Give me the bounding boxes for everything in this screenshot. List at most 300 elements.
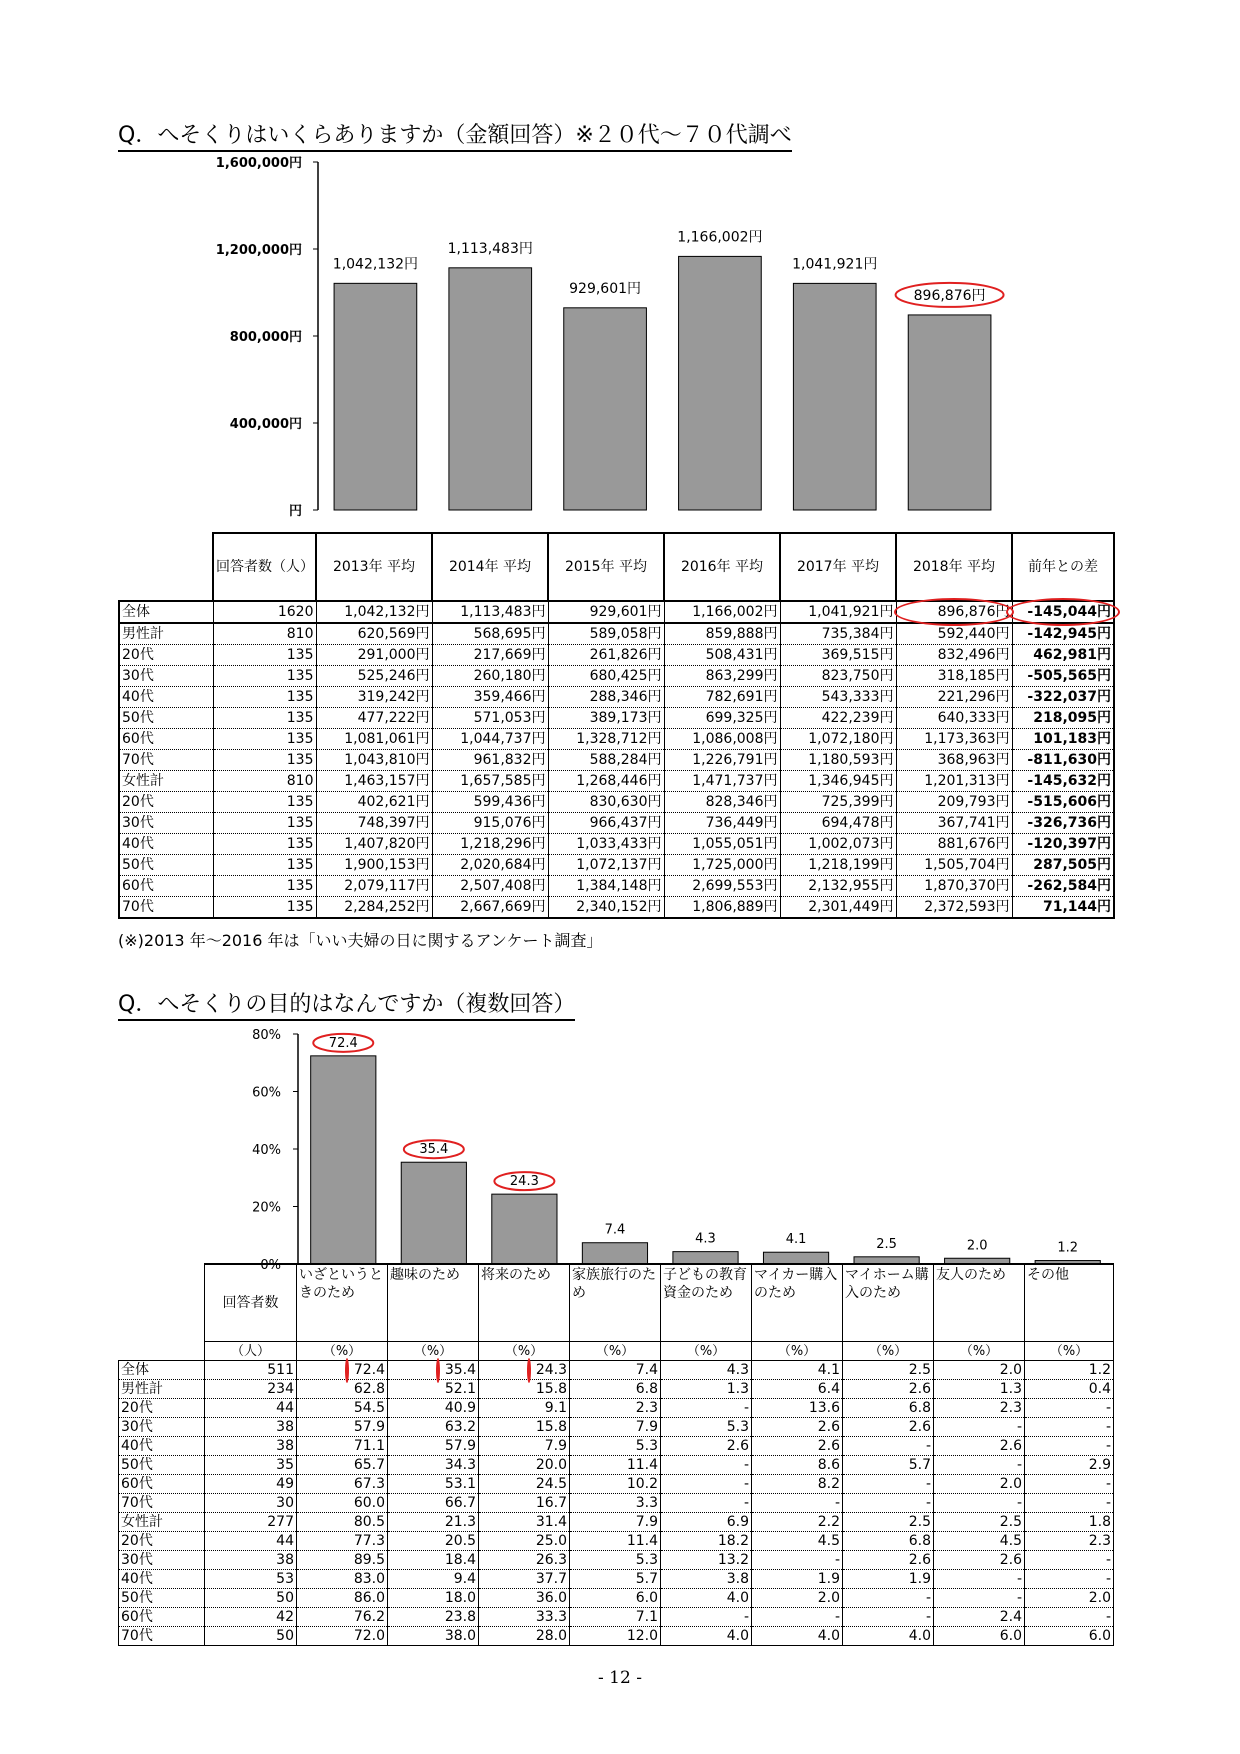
percent-cell: -: [752, 1551, 843, 1570]
diff-cell: -145,044円: [1012, 601, 1114, 623]
average-cell: 2,340,152円: [548, 897, 664, 919]
average-cell: 1,055,051円: [664, 834, 780, 855]
average-cell: 1,086,008円: [664, 729, 780, 750]
percent-cell: 1.9: [843, 1570, 934, 1589]
average-cell: 221,296円: [896, 687, 1012, 708]
row-label: 50代: [119, 1456, 205, 1475]
table-row: [119, 1380, 1114, 1399]
table-row: [119, 876, 1114, 897]
y-tick-label: 60%: [252, 1085, 281, 1101]
q1-table: [118, 532, 1115, 919]
bar-value-label: 24.3: [509, 1174, 539, 1190]
table-row: [119, 1551, 1114, 1570]
bar-value-label: 929,601円: [569, 280, 642, 297]
average-cell: 863,299円: [664, 666, 780, 687]
average-cell: 2,372,593円: [896, 897, 1012, 919]
row-label: 70代: [119, 750, 213, 771]
percent-cell: -: [1025, 1437, 1114, 1456]
average-cell: 368,963円: [896, 750, 1012, 771]
percent-cell: 2.6: [843, 1418, 934, 1437]
row-label: 全体: [119, 1361, 205, 1380]
row-label: 70代: [119, 1627, 205, 1646]
percent-cell: 2.3: [934, 1399, 1025, 1418]
average-cell: 961,832円: [432, 750, 548, 771]
percent-cell: 53.1: [388, 1475, 479, 1494]
percent-cell: -: [1025, 1608, 1114, 1627]
respondent-count: 135: [213, 666, 316, 687]
percent-cell: -: [843, 1494, 934, 1513]
table-row: [119, 834, 1114, 855]
column-header: 回答者数（人）: [213, 533, 316, 601]
table-row: [119, 1399, 1114, 1418]
bar-value-label: 1,042,132円: [332, 256, 419, 273]
row-label: 70代: [119, 897, 213, 919]
y-tick-label: 40%: [252, 1143, 281, 1158]
respondent-count: 135: [213, 834, 316, 855]
percent-cell: -: [843, 1437, 934, 1456]
average-cell: 2,020,684円: [432, 855, 548, 876]
bar-value-label: 896,876円: [913, 287, 986, 304]
bar-value-label: 7.4: [604, 1222, 626, 1238]
percent-cell: -: [752, 1608, 843, 1627]
row-label: 20代: [119, 792, 213, 813]
average-cell: 859,888円: [664, 623, 780, 645]
percent-cell: 9.4: [388, 1570, 479, 1589]
average-cell: 525,246円: [316, 666, 432, 687]
percent-cell: 6.8: [843, 1532, 934, 1551]
average-cell: 699,325円: [664, 708, 780, 729]
percent-cell: 5.3: [570, 1437, 661, 1456]
table-row: [119, 1608, 1114, 1627]
percent-cell: 8.2: [752, 1475, 843, 1494]
percent-cell: 76.2: [297, 1608, 388, 1627]
percent-cell: 6.8: [843, 1399, 934, 1418]
percent-cell: 72.0: [297, 1627, 388, 1646]
respondent-count: 810: [213, 623, 316, 645]
average-cell: 369,515円: [780, 645, 896, 666]
percent-cell: 77.3: [297, 1532, 388, 1551]
respondent-count: 38: [205, 1437, 297, 1456]
diff-cell: -322,037円: [1012, 687, 1114, 708]
bar-value-label: 4.1: [785, 1232, 807, 1248]
table-row: [119, 601, 1114, 623]
bar-value-label: 72.4: [328, 1035, 358, 1051]
percent-cell: 35.4: [388, 1361, 479, 1380]
y-tick-label: 1,200,000円: [215, 243, 302, 258]
percent-cell: 2.4: [934, 1608, 1025, 1627]
respondent-count: 44: [205, 1532, 297, 1551]
average-cell: 359,466円: [432, 687, 548, 708]
row-label: 40代: [119, 1437, 205, 1456]
respondent-count: 50: [205, 1627, 297, 1646]
average-cell: 1,463,157円: [316, 771, 432, 792]
row-label: 70代: [119, 1494, 205, 1513]
average-cell: 588,284円: [548, 750, 664, 771]
average-cell: 1,268,446円: [548, 771, 664, 792]
row-label: 全体: [119, 601, 213, 623]
average-cell: 599,436円: [432, 792, 548, 813]
column-header: 2016年 平均: [664, 533, 780, 601]
average-cell: 2,301,449円: [780, 897, 896, 919]
table-row: [119, 1437, 1114, 1456]
chart-q2-savings-purpose: [0, 1010, 1240, 1280]
percent-cell: 62.8: [297, 1380, 388, 1399]
respondent-count: 49: [205, 1475, 297, 1494]
respondent-count: 135: [213, 729, 316, 750]
percent-cell: 6.0: [934, 1627, 1025, 1646]
percent-cell: 4.3: [661, 1361, 752, 1380]
percent-cell: 83.0: [297, 1570, 388, 1589]
respondent-count: 38: [205, 1418, 297, 1437]
average-cell: 1,041,921円: [780, 601, 896, 623]
average-cell: 929,601円: [548, 601, 664, 623]
percent-cell: 2.5: [843, 1513, 934, 1532]
average-cell: 1,505,704円: [896, 855, 1012, 876]
bar: [908, 315, 991, 510]
average-cell: 260,180円: [432, 666, 548, 687]
column-header: 友人のため: [934, 1264, 1025, 1342]
average-cell: 966,437円: [548, 813, 664, 834]
header-blank-cell: [119, 1264, 205, 1342]
respondent-count: 1620: [213, 601, 316, 623]
table-row: [119, 1570, 1114, 1589]
table-row: [119, 687, 1114, 708]
row-label: 40代: [119, 834, 213, 855]
q2-table: [118, 1263, 1114, 1646]
percent-cell: -: [661, 1494, 752, 1513]
percent-cell: 16.7: [479, 1494, 570, 1513]
percent-cell: 25.0: [479, 1532, 570, 1551]
percent-cell: -: [934, 1456, 1025, 1475]
diff-cell: -326,736円: [1012, 813, 1114, 834]
table-row: [119, 1456, 1114, 1475]
bar: [492, 1194, 557, 1264]
percent-cell: 10.2: [570, 1475, 661, 1494]
percent-cell: 2.0: [752, 1589, 843, 1608]
percent-cell: 11.4: [570, 1456, 661, 1475]
bar: [582, 1243, 647, 1264]
average-cell: 830,630円: [548, 792, 664, 813]
row-label: 50代: [119, 855, 213, 876]
average-cell: 620,569円: [316, 623, 432, 645]
row-label: 50代: [119, 708, 213, 729]
average-cell: 881,676円: [896, 834, 1012, 855]
percent-cell: -: [661, 1475, 752, 1494]
q1-note: (※)2013 年～2016 年は「いい夫婦の日に関するアンケート調査」: [118, 931, 603, 950]
respondent-count: 53: [205, 1570, 297, 1589]
percent-cell: 5.3: [570, 1551, 661, 1570]
unit-blank-cell: [119, 1342, 205, 1361]
average-cell: 209,793円: [896, 792, 1012, 813]
unit-percent: （%）: [752, 1342, 843, 1361]
percent-cell: -: [843, 1608, 934, 1627]
average-cell: 508,431円: [664, 645, 780, 666]
diff-cell: 287,505円: [1012, 855, 1114, 876]
percent-cell: 4.0: [752, 1627, 843, 1646]
percent-cell: 8.6: [752, 1456, 843, 1475]
row-label: 60代: [119, 876, 213, 897]
column-header: マイホーム購入のため: [843, 1264, 934, 1342]
table-row: [119, 666, 1114, 687]
percent-cell: -: [843, 1589, 934, 1608]
column-header: いざというときのため: [297, 1264, 388, 1342]
percent-cell: -: [752, 1494, 843, 1513]
average-cell: 1,346,945円: [780, 771, 896, 792]
table-row: [119, 623, 1114, 645]
average-cell: 217,669円: [432, 645, 548, 666]
average-cell: 261,826円: [548, 645, 664, 666]
average-cell: 477,222円: [316, 708, 432, 729]
table-row: [119, 645, 1114, 666]
percent-cell: 13.6: [752, 1399, 843, 1418]
percent-cell: 2.0: [1025, 1589, 1114, 1608]
percent-cell: -: [661, 1399, 752, 1418]
percent-cell: 2.6: [752, 1437, 843, 1456]
percent-cell: -: [934, 1418, 1025, 1437]
average-cell: 1,384,148円: [548, 876, 664, 897]
table-row: [119, 1513, 1114, 1532]
percent-cell: 1.3: [661, 1380, 752, 1399]
average-cell: 2,132,955円: [780, 876, 896, 897]
percent-cell: 4.1: [752, 1361, 843, 1380]
percent-cell: 21.3: [388, 1513, 479, 1532]
percent-cell: 34.3: [388, 1456, 479, 1475]
unit-count: （人）: [205, 1342, 297, 1361]
percent-cell: -: [1025, 1475, 1114, 1494]
column-header: 2014年 平均: [432, 533, 548, 601]
percent-cell: 36.0: [479, 1589, 570, 1608]
respondent-count: 135: [213, 855, 316, 876]
average-cell: 1,033,433円: [548, 834, 664, 855]
average-cell: 1,072,180円: [780, 729, 896, 750]
column-header: マイカー購入のため: [752, 1264, 843, 1342]
respondent-count: 135: [213, 750, 316, 771]
bar-value-label: 4.3: [695, 1231, 716, 1247]
average-cell: 1,002,073円: [780, 834, 896, 855]
percent-cell: 1.9: [752, 1570, 843, 1589]
percent-cell: 86.0: [297, 1589, 388, 1608]
average-cell: 1,657,585円: [432, 771, 548, 792]
y-tick-label: 1,600,000円: [215, 156, 302, 171]
percent-cell: -: [1025, 1570, 1114, 1589]
table-row: [119, 1627, 1114, 1646]
percent-cell: 24.5: [479, 1475, 570, 1494]
row-label: 20代: [119, 1532, 205, 1551]
percent-cell: 20.0: [479, 1456, 570, 1475]
respondent-count: 135: [213, 876, 316, 897]
average-cell: 402,621円: [316, 792, 432, 813]
percent-cell: -: [934, 1494, 1025, 1513]
average-cell: 543,333円: [780, 687, 896, 708]
percent-cell: 38.0: [388, 1627, 479, 1646]
average-cell: 367,741円: [896, 813, 1012, 834]
diff-cell: -145,632円: [1012, 771, 1114, 792]
table-row: [119, 1532, 1114, 1551]
average-cell: 422,239円: [780, 708, 896, 729]
average-cell: 1,218,199円: [780, 855, 896, 876]
y-tick-label: 0%: [260, 1258, 281, 1273]
bar: [401, 1162, 466, 1264]
row-label: 男性計: [119, 1380, 205, 1399]
percent-cell: 67.3: [297, 1475, 388, 1494]
average-cell: 1,081,061円: [316, 729, 432, 750]
row-label: 男性計: [119, 623, 213, 645]
percent-cell: 0.4: [1025, 1380, 1114, 1399]
row-label: 50代: [119, 1589, 205, 1608]
percent-cell: 2.6: [934, 1437, 1025, 1456]
percent-cell: 2.3: [1025, 1532, 1114, 1551]
row-label: 40代: [119, 1570, 205, 1589]
unit-percent: （%）: [1025, 1342, 1114, 1361]
average-cell: 1,226,791円: [664, 750, 780, 771]
column-header: 家族旅行のため: [570, 1264, 661, 1342]
percent-cell: 7.9: [479, 1437, 570, 1456]
percent-cell: 15.8: [479, 1380, 570, 1399]
average-cell: 1,407,820円: [316, 834, 432, 855]
respondent-count: 135: [213, 792, 316, 813]
table-row: [119, 729, 1114, 750]
average-cell: 2,667,669円: [432, 897, 548, 919]
diff-cell: -811,630円: [1012, 750, 1114, 771]
percent-cell: 4.0: [661, 1627, 752, 1646]
average-cell: 735,384円: [780, 623, 896, 645]
row-label: 女性計: [119, 1513, 205, 1532]
page-number: - 12 -: [598, 1668, 642, 1688]
average-cell: 291,000円: [316, 645, 432, 666]
average-cell: 1,166,002円: [664, 601, 780, 623]
percent-cell: 31.4: [479, 1513, 570, 1532]
percent-cell: 6.4: [752, 1380, 843, 1399]
percent-cell: 2.0: [934, 1475, 1025, 1494]
percent-cell: 2.6: [661, 1437, 752, 1456]
table-row: [119, 708, 1114, 729]
bar: [793, 283, 876, 510]
bar: [449, 268, 532, 510]
average-cell: 2,699,553円: [664, 876, 780, 897]
respondent-count: 810: [213, 771, 316, 792]
diff-cell: -142,945円: [1012, 623, 1114, 645]
row-label: 60代: [119, 729, 213, 750]
average-cell: 592,440円: [896, 623, 1012, 645]
row-label: 30代: [119, 666, 213, 687]
unit-percent: （%）: [479, 1342, 570, 1361]
y-tick-label: 20%: [252, 1200, 281, 1216]
respondent-count: 277: [205, 1513, 297, 1532]
percent-cell: -: [934, 1589, 1025, 1608]
percent-cell: 57.9: [388, 1437, 479, 1456]
row-label: 60代: [119, 1475, 205, 1494]
average-cell: 915,076円: [432, 813, 548, 834]
percent-cell: 2.6: [934, 1551, 1025, 1570]
column-header: 2017年 平均: [780, 533, 896, 601]
bar: [334, 283, 417, 510]
average-cell: 389,173円: [548, 708, 664, 729]
diff-cell: 462,981円: [1012, 645, 1114, 666]
row-label: 30代: [119, 813, 213, 834]
percent-cell: 13.2: [661, 1551, 752, 1570]
table-row: [119, 750, 1114, 771]
percent-cell: 6.0: [570, 1589, 661, 1608]
percent-cell: 3.3: [570, 1494, 661, 1513]
chart-q1-savings-amount: [0, 140, 1240, 550]
percent-cell: 65.7: [297, 1456, 388, 1475]
average-cell: 1,043,810円: [316, 750, 432, 771]
table-row: [119, 771, 1114, 792]
percent-cell: 80.5: [297, 1513, 388, 1532]
respondent-count: 234: [205, 1380, 297, 1399]
percent-cell: -: [661, 1456, 752, 1475]
column-header: 前年との差: [1012, 533, 1114, 601]
bar-value-label: 1,113,483円: [447, 240, 533, 257]
table-row: [119, 813, 1114, 834]
percent-cell: 2.3: [570, 1399, 661, 1418]
unit-percent: （%）: [661, 1342, 752, 1361]
table-row: [119, 792, 1114, 813]
y-tick-label: 800,000円: [229, 330, 302, 345]
respondent-count: 135: [213, 897, 316, 919]
column-header: 子どもの教育資金のため: [661, 1264, 752, 1342]
y-tick-label: 円: [288, 504, 302, 519]
respondent-count: 35: [205, 1456, 297, 1475]
percent-cell: 2.6: [843, 1551, 934, 1570]
table-row: [119, 1589, 1114, 1608]
percent-cell: 11.4: [570, 1532, 661, 1551]
average-cell: 1,471,737円: [664, 771, 780, 792]
bar-value-label: 1,166,002円: [677, 229, 763, 246]
average-cell: 1,328,712円: [548, 729, 664, 750]
column-header: 2018年 平均: [896, 533, 1012, 601]
percent-cell: 52.1: [388, 1380, 479, 1399]
table-row: [119, 897, 1114, 919]
table-row: [119, 1361, 1114, 1380]
respondent-count: 135: [213, 813, 316, 834]
respondent-count: 42: [205, 1608, 297, 1627]
row-label: 30代: [119, 1418, 205, 1437]
average-cell: 1,218,296円: [432, 834, 548, 855]
row-label: 30代: [119, 1551, 205, 1570]
average-cell: 640,333円: [896, 708, 1012, 729]
percent-cell: 72.4: [297, 1361, 388, 1380]
percent-cell: 1.8: [1025, 1513, 1114, 1532]
bar: [311, 1056, 376, 1264]
row-label: 20代: [119, 645, 213, 666]
diff-cell: -120,397円: [1012, 834, 1114, 855]
bar-value-label: 1.2: [1057, 1240, 1079, 1256]
diff-cell: -262,584円: [1012, 876, 1114, 897]
average-cell: 1,113,483円: [432, 601, 548, 623]
percent-cell: 60.0: [297, 1494, 388, 1513]
average-cell: 571,053円: [432, 708, 548, 729]
percent-cell: 63.2: [388, 1418, 479, 1437]
q1-title: Q．へそくりはいくらありますか（金額回答）※２０代～７０代調べ: [118, 118, 792, 149]
respondent-count: 30: [205, 1494, 297, 1513]
respondent-count: 511: [205, 1361, 297, 1380]
percent-cell: -: [1025, 1551, 1114, 1570]
unit-percent: （%）: [570, 1342, 661, 1361]
count-header: 回答者数: [205, 1264, 297, 1342]
percent-cell: -: [934, 1570, 1025, 1589]
respondent-count: 135: [213, 687, 316, 708]
percent-cell: 23.8: [388, 1608, 479, 1627]
average-cell: 1,180,593円: [780, 750, 896, 771]
diff-cell: 71,144円: [1012, 897, 1114, 919]
percent-cell: 40.9: [388, 1399, 479, 1418]
respondent-count: 135: [213, 645, 316, 666]
average-cell: 748,397円: [316, 813, 432, 834]
percent-cell: 33.3: [479, 1608, 570, 1627]
average-cell: 1,173,363円: [896, 729, 1012, 750]
y-tick-label: 80%: [252, 1028, 281, 1043]
